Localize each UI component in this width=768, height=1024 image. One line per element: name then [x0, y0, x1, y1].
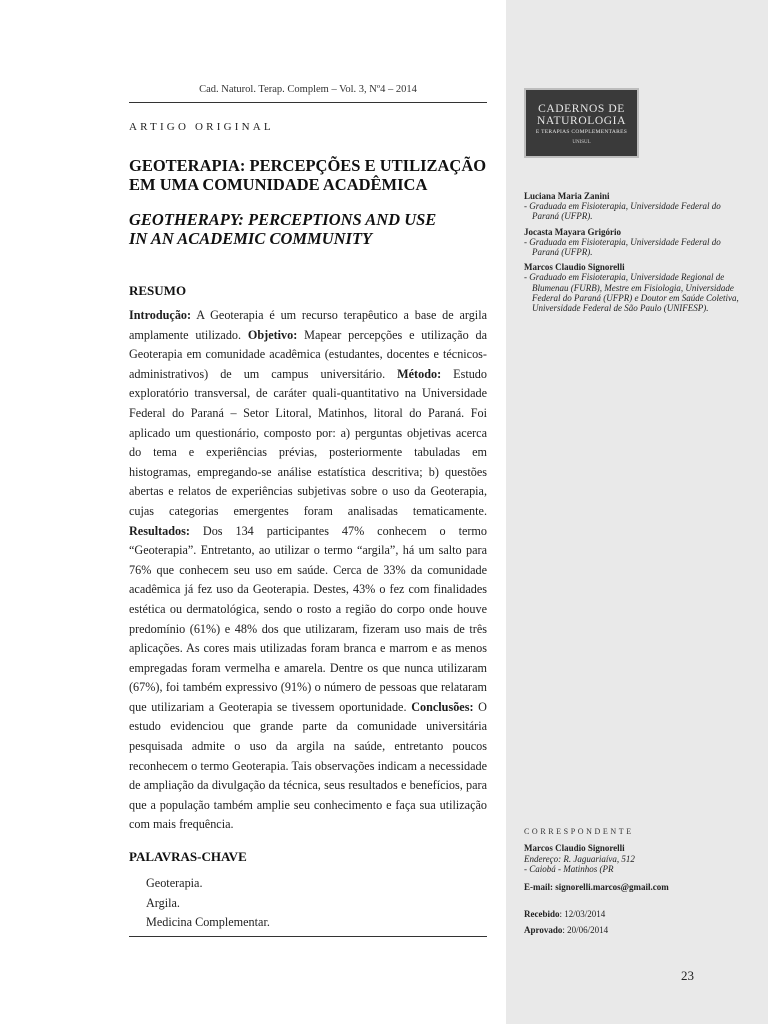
page-number: 23 [681, 968, 694, 983]
correspondence-address-line-2: - Caiobá - Matinhos (PR [524, 864, 614, 875]
journal-reference: Cad. Naturol. Terap. Complem – Vol. 3, Nº4 – 2014 [199, 84, 417, 95]
approved-date [524, 925, 749, 936]
approved-separator: : [562, 924, 568, 935]
author-entry [524, 191, 749, 222]
top-rule [129, 102, 487, 103]
author-entry [524, 227, 749, 258]
author-affiliation: - Graduada em Fisioterapia, Universidade Federal do Paraná (UFPR). [524, 201, 749, 221]
title-english-line-2: IN AN ACADEMIC COMMUNITY [129, 229, 373, 248]
logo-line-3: E TERAPIAS COMPLEMENTARES [535, 129, 628, 135]
correspondence-email[interactable]: E-mail: signorelli.marcos@gmail.com [524, 881, 669, 892]
title-english-line-1: GEOTHERAPY: PERCEPTIONS AND USE [129, 210, 437, 229]
approved-label: Aprovado [524, 924, 563, 935]
conclusions-label: Conclusões: [411, 699, 474, 714]
correspondence-block [524, 843, 749, 892]
keywords-heading: PALAVRAS-CHAVE [129, 849, 247, 864]
logo-line-4: UNISUL [572, 140, 591, 145]
correspondence-label: CORRESPONDENTE [524, 827, 634, 836]
journal-logo [524, 88, 639, 158]
method-label: Método: [397, 366, 442, 381]
received-separator: : [559, 909, 565, 919]
method-text: Estudo exploratório transversal, de caráter quali-quantitativo na Universidade Federal do Paraná – Setor Litoral, Matinhos, litoral do Paraná. Foi aplicado um questionário, composto por: a) perguntas objetivas acerca do tema e experiências prévias, posteriormente tabuladas em histogramas, empregando-se análise estatística descritiva; b) questões abertas e relatos de experiências subjetivas sobre o uso da Geoterapia, cujas categorias emergentes foram analisadas tematicamente. [129, 366, 487, 518]
author-entry [524, 262, 749, 313]
logo-line-2: NATUROLOGIA [536, 115, 626, 127]
title-portuguese-line-2: EM UMA COMUNIDADE ACADÊMICA [129, 175, 428, 194]
correspondence-name: Marcos Claudio Signorelli [524, 843, 625, 853]
received-value: 12/03/2014 [564, 909, 606, 919]
objective-label: Objetivo: [247, 327, 298, 342]
bottom-rule [129, 936, 487, 937]
author-name: Luciana Maria Zanini [524, 191, 610, 201]
author-name: Jocasta Mayara Grigório [524, 226, 621, 237]
keyword-item: Argila. [146, 895, 180, 910]
author-affiliation: - Graduado em Fisioterapia, Universidade Regional de Blumenau (FURB), Mestre em Fisiologia, Universidade Federal do Paraná (UFPR) e Doutor em Saúde Coletiva, Universidade Federal de São Paulo (UNIFESP). [524, 272, 749, 313]
title-portuguese [129, 156, 489, 194]
author-affiliation: - Graduada em Fisioterapia, Universidade Federal do Paraná (UFPR). [524, 237, 749, 257]
dates-block [524, 909, 749, 940]
abstract-heading: RESUMO [129, 283, 187, 298]
logo-line-1: CADERNOS DE [538, 103, 625, 115]
keyword-item: Medicina Complementar. [146, 915, 270, 930]
approved-value: 20/06/2014 [567, 924, 609, 935]
results-label: Resultados: [129, 523, 190, 538]
keywords-list [146, 874, 270, 933]
correspondence-address-line-1: Endereço: R. Jaguariaíva, 512 [524, 853, 635, 864]
author-name: Marcos Claudio Signorelli [524, 262, 625, 273]
title-english [129, 210, 489, 248]
received-date [524, 909, 749, 920]
intro-label: Introdução: [129, 308, 192, 322]
title-portuguese-line-1: GEOTERAPIA: PERCEPÇÕES E UTILIZAÇÃO [129, 156, 487, 175]
results-text: Dos 134 participantes 47% conhecem o termo “Geoterapia”. Entretanto, ao utilizar o termo “argila”, há um salto para 76% que conhecem seu uso em saúde. Cerca de 33% da comunidade acadêmica já fez uso da Geoterapia. Destes, 43% o fez com finalidades estética ou dermatológica, sendo o rosto a região do corpo onde houve predomínio (61%) e 48% dos que utilizaram, fizeram uso mais de três aplicações. As cores mais utilizadas foram branca e marrom e as menos empregadas foram vermelha e amarela. Dentre os que nunca utilizaram (67%), foi também expressivo (91%) o número de pessoas que relataram que utilizariam a Geoterapia se tivessem oportunidade. [129, 523, 487, 714]
abstract-body [129, 306, 487, 835]
keyword-item: Geoterapia. [146, 876, 203, 890]
section-label: ARTIGO ORIGINAL [129, 121, 274, 133]
objective-text: Mapear percepções e utilização da Geoterapia em comunidade acadêmica (estudantes, docentes e técnicos-administrativos) de um campus universitário. [129, 327, 487, 381]
intro-text: A Geoterapia é um recurso terapêutico a base de argila amplamente utilizado. [129, 308, 487, 342]
conclusions-text: O estudo evidenciou que grande parte da comunidade universitária pesquisada admite o uso da argila na saúde, entretanto poucos reconhecem o termo Geoterapia. Tais observações indicam a necessidade de ampliação da divulgação da técnica, seus resultados e benefícios, para que a população também amplie seu conhecimento e faça sua utilização com mais frequência. [129, 699, 487, 832]
authors-list [524, 191, 749, 318]
received-label: Recebido [524, 909, 560, 919]
